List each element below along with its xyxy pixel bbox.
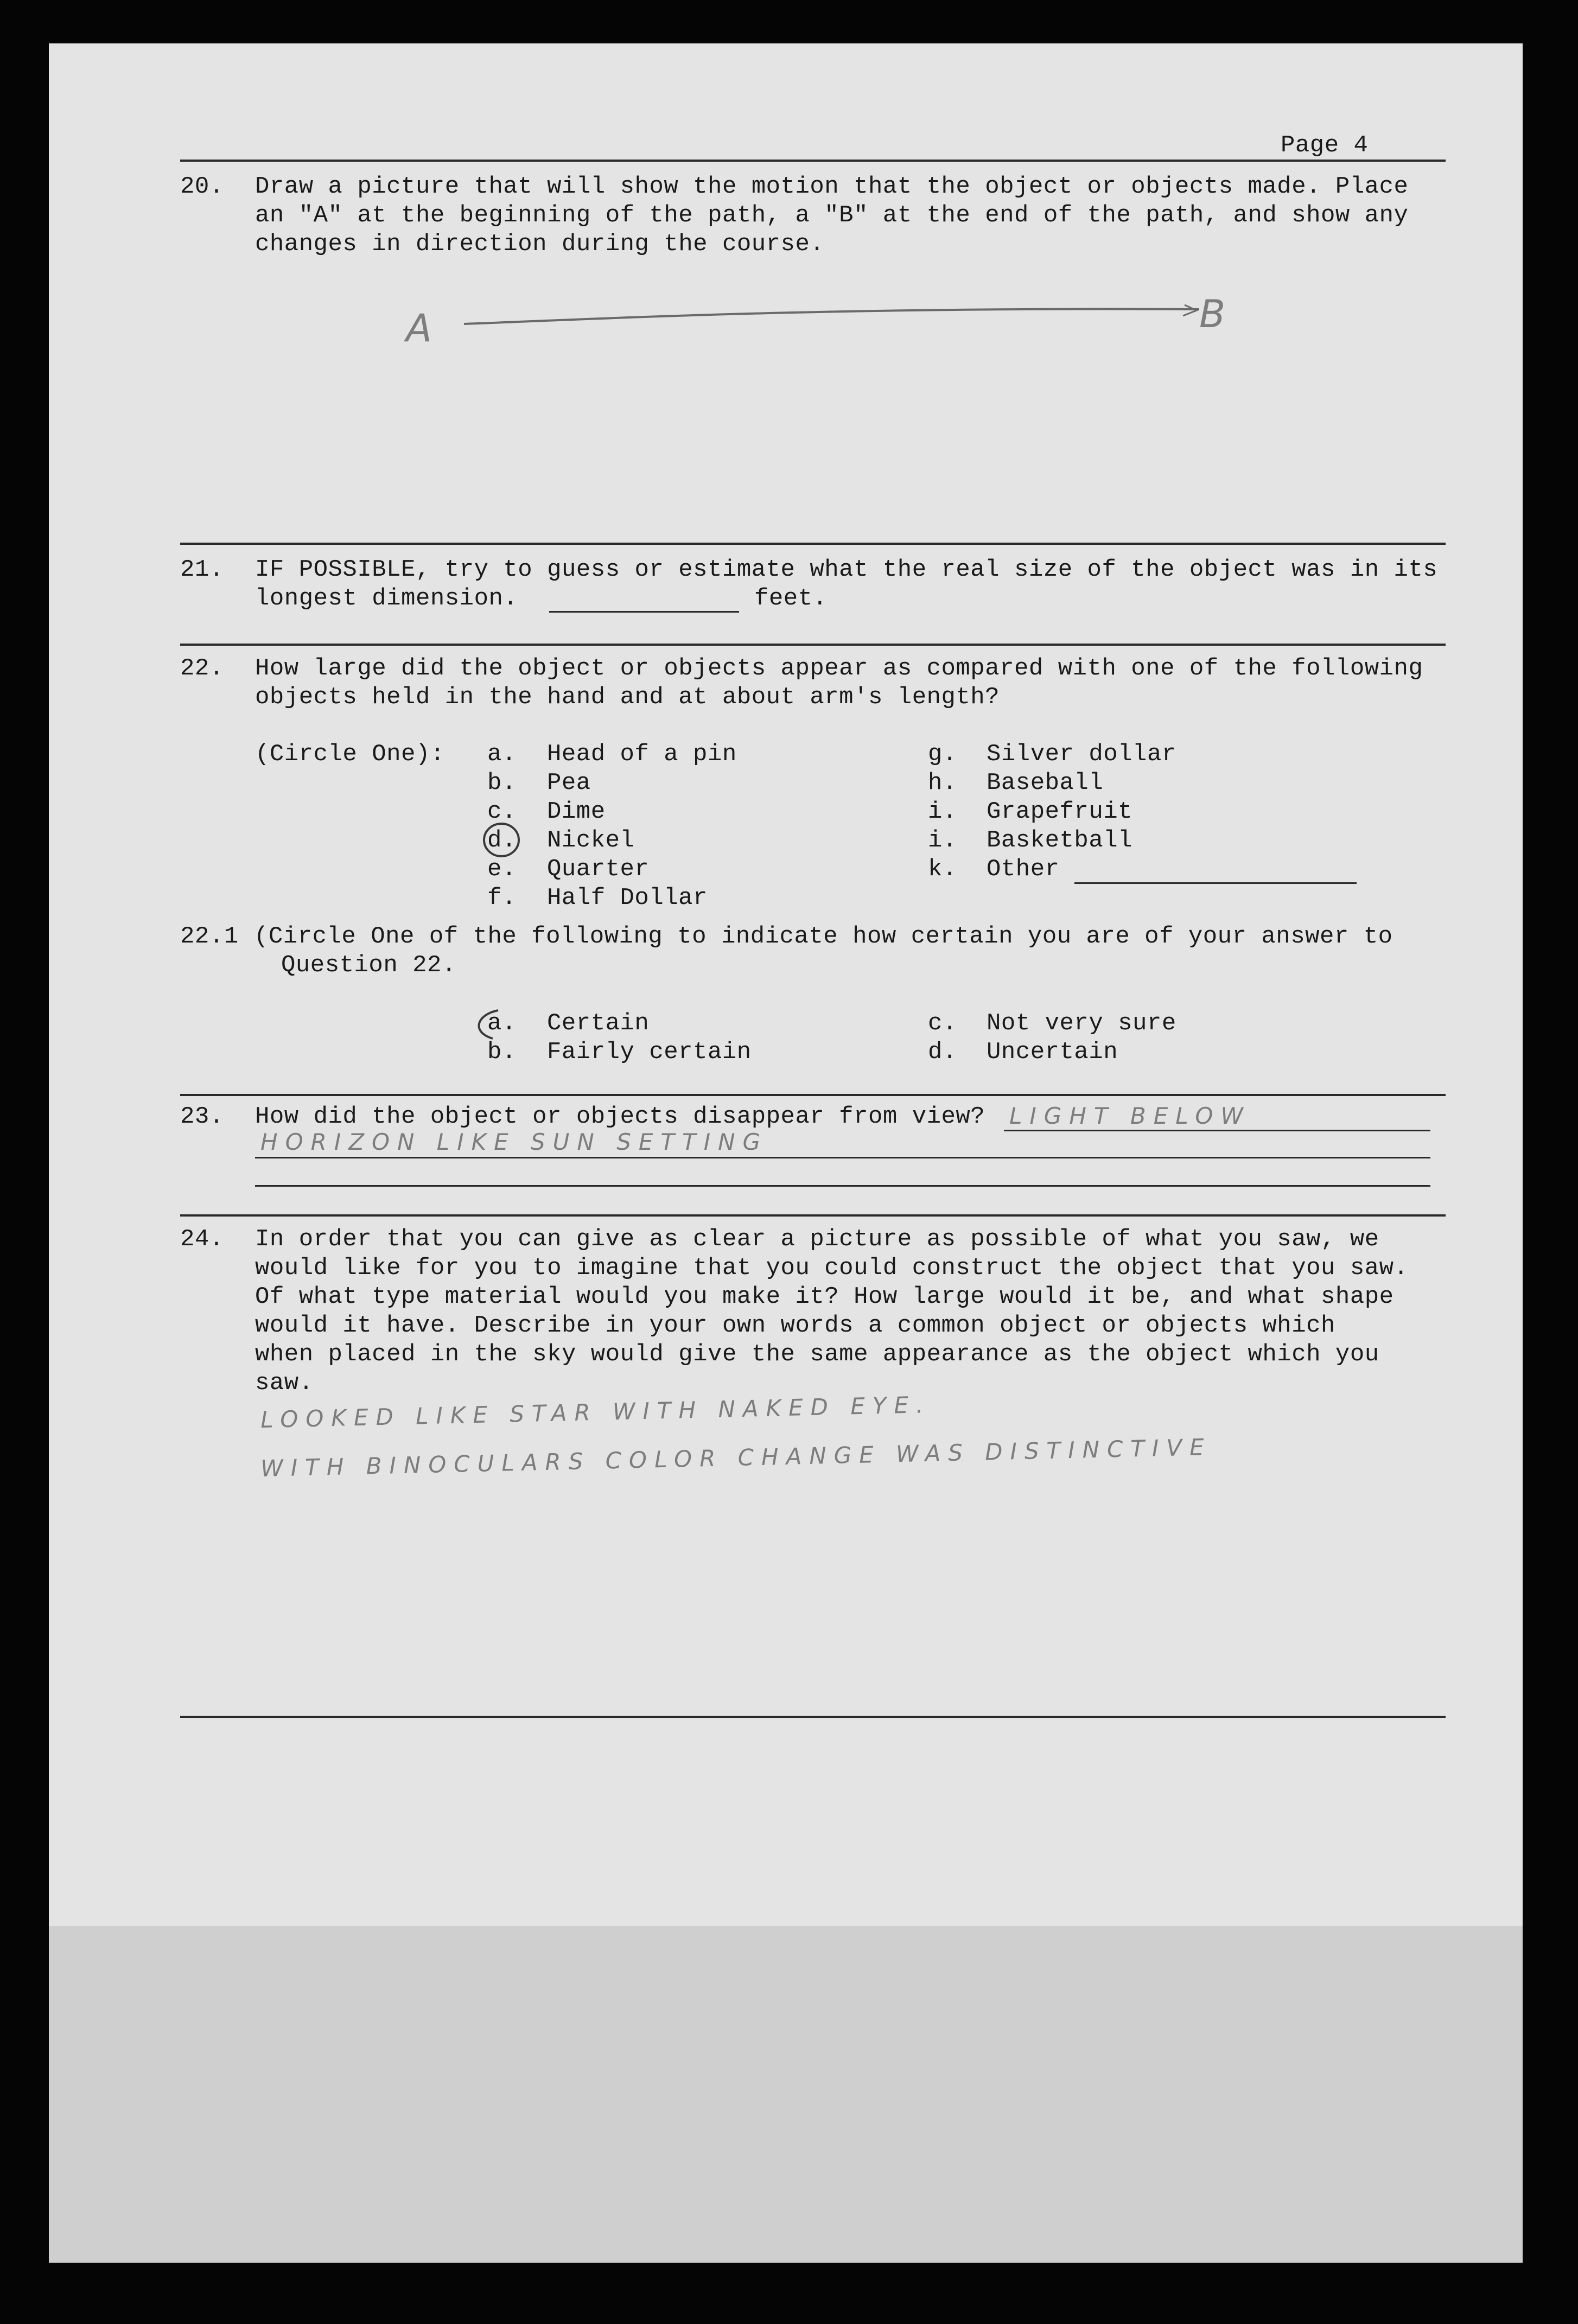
q22-line: How large did the object or objects appear as compared with one of the following	[255, 655, 1423, 682]
answer-blank[interactable]	[1004, 1130, 1430, 1131]
option-letter: g.	[928, 741, 957, 768]
q22-line: objects held in the hand and at about arm's length?	[255, 684, 1000, 711]
q24-line: In order that you can give as clear a picture as possible of what you saw, we	[255, 1226, 1379, 1253]
certainty-option[interactable]: Not very sure	[987, 1010, 1176, 1037]
q20-line: Draw a picture that will show the motion that the object or objects made. Place	[255, 173, 1409, 200]
size-option[interactable]: Dime	[547, 798, 606, 825]
page-label: Page 4	[1281, 132, 1369, 159]
section-rule	[180, 1716, 1446, 1718]
q21-line: IF POSSIBLE, try to guess or estimate what the real size of the object was in its	[255, 556, 1438, 583]
option-letter: i.	[928, 798, 957, 825]
answer-blank[interactable]	[255, 1185, 1430, 1187]
motion-path-line	[464, 309, 1199, 324]
option-letter: a.	[487, 741, 517, 768]
q24-line: saw.	[255, 1370, 314, 1397]
section-rule	[180, 1094, 1446, 1096]
option-letter: b.	[487, 1039, 517, 1066]
q23-question: How did the object or objects disappear from view?	[255, 1103, 985, 1130]
q22-1-line: (Circle One of the following to indicate how certain you are of your answer to	[254, 923, 1393, 950]
size-option[interactable]: Silver dollar	[987, 741, 1176, 768]
size-estimate-blank[interactable]	[549, 611, 739, 613]
q24-answer[interactable]: LOOKED LIKE STAR WITH NAKED EYE.	[260, 1391, 931, 1434]
option-letter: d.	[928, 1039, 957, 1066]
q21-number: 21.	[180, 556, 224, 583]
q20-line: changes in direction during the course.	[255, 231, 825, 258]
option-letter: b.	[487, 769, 517, 797]
q20-number: 20.	[180, 173, 224, 200]
size-option[interactable]: Other	[987, 856, 1060, 883]
size-option[interactable]: Pea	[547, 769, 591, 797]
q22-instruction: (Circle One):	[255, 741, 445, 768]
other-size-blank[interactable]	[1074, 882, 1357, 884]
size-option[interactable]: Half Dollar	[547, 884, 708, 912]
q24-number: 24.	[180, 1226, 224, 1253]
option-letter: c.	[928, 1010, 957, 1037]
q22-1-number: 22.1	[180, 923, 239, 950]
option-letter: f.	[487, 884, 517, 912]
size-option[interactable]: Baseball	[987, 769, 1104, 797]
q23-answer[interactable]: HORIZON LIKE SUN SETTING	[260, 1129, 768, 1155]
q23-number: 23.	[180, 1103, 224, 1130]
certainty-option[interactable]: Uncertain	[987, 1039, 1118, 1066]
path-end-tick	[1183, 305, 1197, 316]
certainty-option-selected[interactable]: Certain	[547, 1010, 650, 1037]
option-letter: i.	[928, 827, 957, 854]
option-letter: k.	[928, 856, 957, 883]
certainty-option[interactable]: Fairly certain	[547, 1039, 752, 1066]
size-option[interactable]: Grapefruit	[987, 798, 1133, 825]
answer-blank[interactable]	[255, 1157, 1430, 1158]
q23-answer[interactable]: LIGHT BELOW	[1009, 1103, 1251, 1129]
size-option[interactable]: Head of a pin	[547, 741, 737, 768]
q21-unit: feet.	[754, 585, 828, 612]
option-letter: d.	[487, 827, 517, 854]
q24-answer[interactable]: WITH BINOCULARS COLOR CHANGE WAS DISTINCTIVE	[260, 1434, 1212, 1482]
q22-1-line: Question 22.	[281, 952, 456, 979]
q21-line: longest dimension.	[255, 585, 518, 612]
section-rule	[180, 543, 1446, 545]
path-start-label: A	[406, 306, 432, 351]
section-rule	[180, 644, 1446, 646]
option-letter: c.	[487, 798, 517, 825]
size-option[interactable]: Basketball	[987, 827, 1133, 854]
option-letter: a.	[487, 1010, 517, 1037]
size-option[interactable]: Quarter	[547, 856, 650, 883]
q24-line: when placed in the sky would give the same appearance as the object which you	[255, 1341, 1379, 1368]
q22-number: 22.	[180, 655, 224, 682]
q24-line: Of what type material would you make it? How large would it be, and what shape	[255, 1283, 1394, 1310]
option-letter: e.	[487, 856, 517, 883]
q24-line: would like for you to imagine that you could construct the object that you saw.	[255, 1255, 1409, 1282]
size-option-selected[interactable]: Nickel	[547, 827, 635, 854]
option-letter: h.	[928, 769, 957, 797]
q20-line: an "A" at the beginning of the path, a "B" at the end of the path, and show any	[255, 202, 1409, 229]
path-end-label: B	[1199, 292, 1226, 336]
section-rule	[180, 1214, 1446, 1217]
q24-line: would it have. Describe in your own words a common object or objects which	[255, 1312, 1335, 1339]
